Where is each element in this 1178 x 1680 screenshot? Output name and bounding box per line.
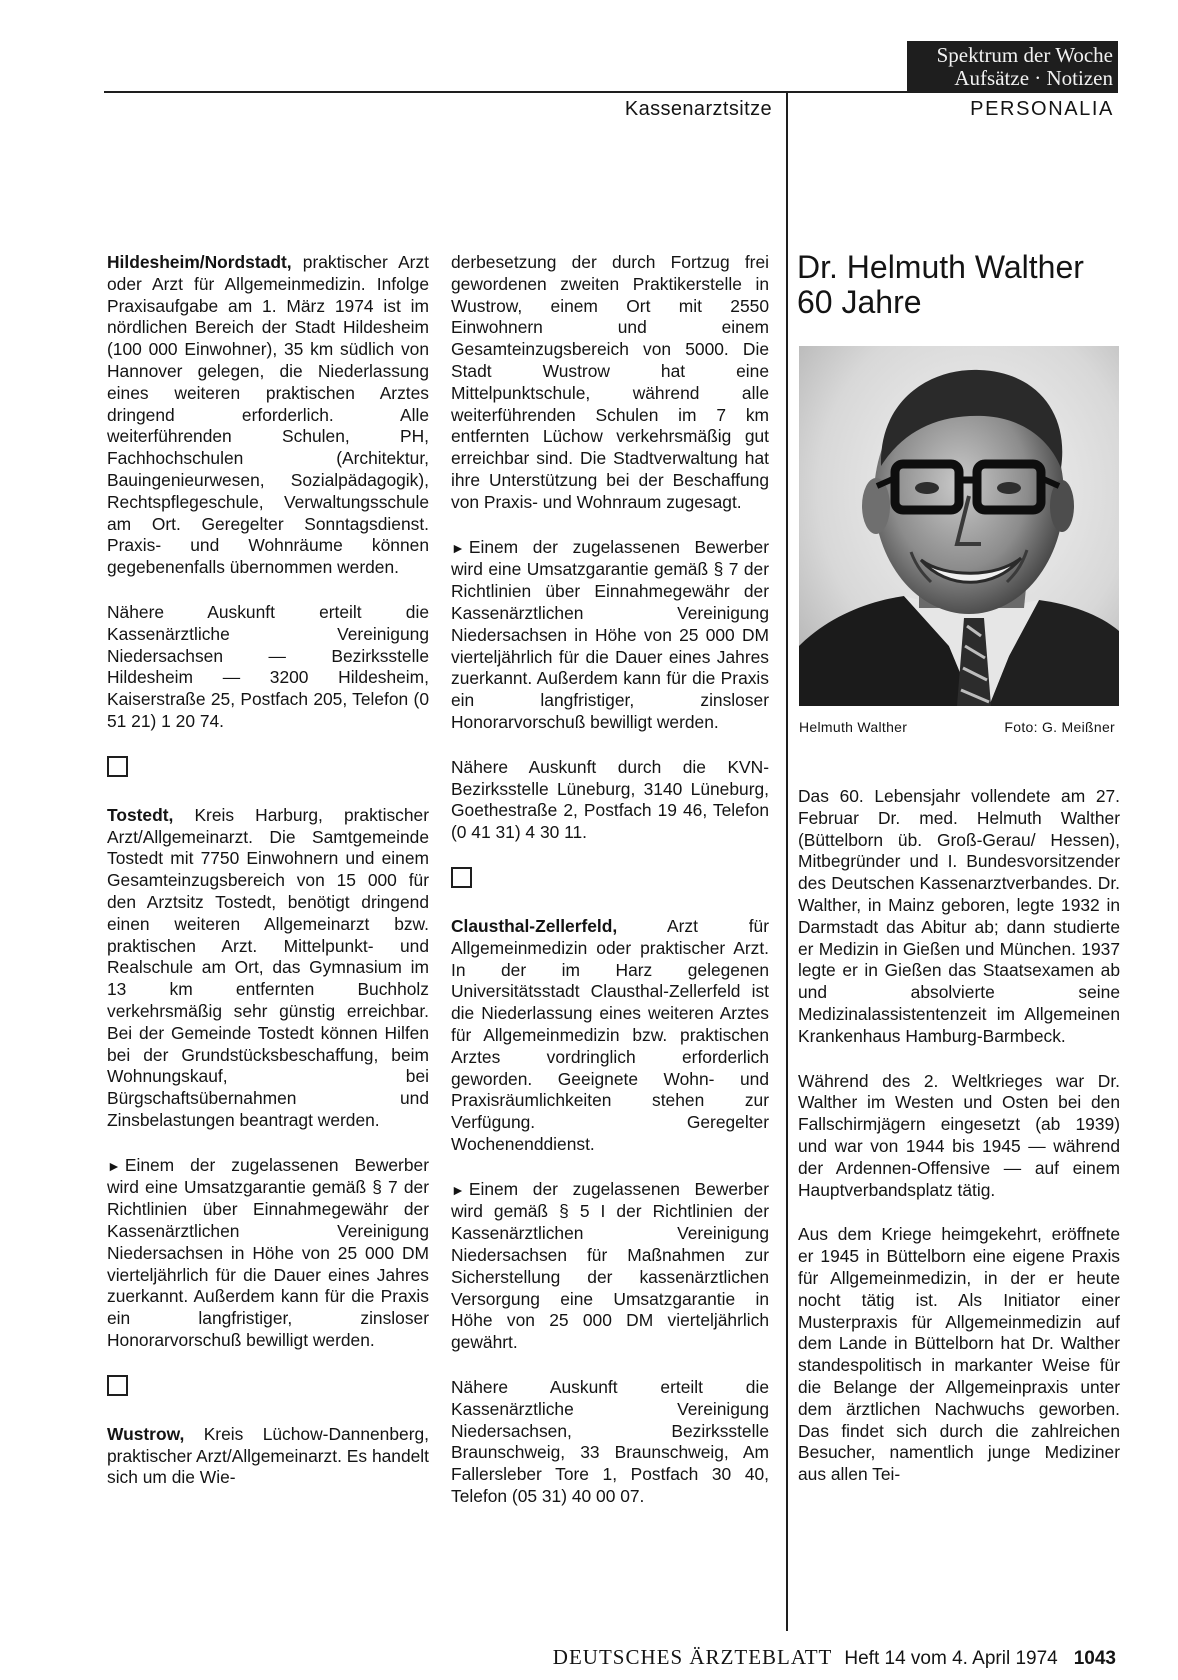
column-1: [107, 252, 429, 1512]
column-2: [451, 252, 769, 1531]
notice-text: praktischer Arzt oder Arzt für Allgemeinmedizin. Infolge Praxisaufgabe am 1. März 1974 ist im nördlichen Bereich der Stadt Hildesheim (100 000 Einwohner), 35 km südlich von Hannover gelegen, die Niederlassung eines weiteren praktischen Arztes dringend erforderlich. Alle weiterführenden Schulen, PH, Fachhochschulen (Architektur, Bauingenieurwesen, Sozialpädagogik), Rechtspflegeschule, Verwaltungsschule am Ort. Geregelter Sonntagsdienst. Praxis- und Wohnräume können gegebenenfalls übernommen werden.: [107, 252, 429, 578]
portrait-illustration: [799, 346, 1119, 706]
contact-paragraph: Nähere Auskunft durch die KVN-Bezirksstelle Lüneburg, 3140 Lüneburg, Goethestraße 2, Postfach 19 46, Telefon (0 41 31) 4 30 11.: [451, 756, 769, 843]
section-title-kassenarztsitze: Kassenarztsitze: [624, 98, 772, 120]
article-paragraph-2: Während des 2. Weltkrieges war Dr. Walther im Westen und Osten bei den Fallschirmjägern eingesetzt (ab 1939) und war von 1944 bis 1945 — während der Ardennen-Offensive — auf einem Hauptverbandsplatz tätig.: [798, 1070, 1120, 1200]
top-rule: [104, 91, 1118, 93]
notice-text: Arzt für Allgemeinmedizin oder praktischer Arzt. In der im Harz gelegenen Universitätsstadt Clausthal-Zellerfeld ist die Niederlassung eines weiteren Arztes für Allgemeinmedizin bzw. praktischen Arztes vordringlich erforderlich geworden. Geeignete Wohn- und Praxisräumlichkeiten stehen zur Verfügung. Geregelter Wochenenddienst.: [451, 915, 769, 1154]
kicker-line-2: Aufsätze · Notizen: [954, 66, 1113, 90]
photo-caption-name: Helmuth Walther: [799, 719, 908, 735]
location-name: Tostedt,: [107, 804, 174, 825]
article-paragraph-3: Aus dem Kriege heimgekehrt, eröffnete er 1945 in Büttelborn eine eigene Praxis für Allgemeinmedizin, in der er heute nocht tätig ist. Als Initiator einer Musterpraxis für Allgemeinmedizin auf dem Lande in Büttelborn hat Dr. Walther standespolitisch in markanter Weise für die Belange der Allgemeinpraxis unter dem ärztlichen Nachwuchs geworben. Das findet sich durch die zahlreichen Besucher, namentlich junge Mediziner aus allen Tei-: [798, 1224, 1120, 1485]
column-personalia: [798, 786, 1120, 1509]
triangle-bullet-icon: ►: [451, 1181, 465, 1198]
notice-tostedt: [107, 805, 429, 1132]
headline-line-2: 60 Jahre: [797, 284, 922, 320]
paragraph-text: Einem der zugelassenen Bewerber wird eine Umsatzgarantie gemäß § 7 der Richtlinien über Einnahmegewähr der Kassenärztlichen Vereinigung Niedersachsen in Höhe von 25 000 DM vierteljährlich für die Dauer eines Jahres zuerkannt. Außerdem kann für die Praxis ein langfristiger, zinsloser Honorarvorschuß bewilligt werden.: [451, 536, 769, 732]
location-name: Clausthal-Zellerfeld,: [451, 915, 618, 936]
triangle-bullet-icon: ►: [107, 1157, 121, 1174]
guarantee-paragraph: [451, 537, 769, 734]
section-title-personalia: PERSONALIA: [970, 98, 1114, 120]
notice-clausthal: [451, 916, 769, 1156]
notice-wustrow: [107, 1424, 429, 1489]
guarantee-paragraph: [451, 1179, 769, 1354]
headline-line-1: Dr. Helmuth Walther: [797, 249, 1084, 285]
notice-hildesheim: [107, 252, 429, 579]
separator-box-icon: [107, 756, 128, 777]
article-headline: [797, 250, 1127, 320]
issue-info: Heft 14 vom 4. April 1974: [844, 1648, 1058, 1669]
page-number: 1043: [1073, 1648, 1116, 1669]
guarantee-paragraph: [107, 1155, 429, 1352]
location-name: Wustrow,: [107, 1423, 185, 1444]
kicker-line-1: Spektrum der Woche: [936, 43, 1113, 67]
separator-box-icon: [107, 1375, 128, 1396]
notice-text: Kreis Harburg, praktischer Arzt/Allgemeinarzt. Die Samtgemeinde Tostedt mit 7750 Einwohnern und einem Gesamteinzugsbereich von 15 000 für den Arztsitz Tostedt, benötigt dringend einen weiteren Allgemeinarzt bzw. praktischen Arzt. Mittelpunkt- und Realschule am Ort, das Gymnasium im 13 km entfernten Buchholz verkehrsmäßig sehr günstig erreichbar. Bei der Gemeinde Tostedt können Hilfen bei der Grundstücksbeschaffung, beim Wohnungskauf, bei Bürgschaftsübernahmen und Zinsbelastungen beantragt werden.: [107, 804, 429, 1130]
notice-text: Kreis Lüchow-Dannenberg, praktischer Arzt/Allgemeinarzt. Es handelt sich um die Wie-: [107, 1423, 429, 1488]
journal-name: DEUTSCHES ÄRZTEBLATT: [552, 1645, 833, 1669]
page-footer: [553, 1645, 1116, 1670]
separator-box-icon: [451, 867, 472, 888]
contact-paragraph: Nähere Auskunft erteilt die Kassenärztliche Vereinigung Niedersachsen, Bezirksstelle Braunschweig, 33 Braunschweig, Am Fallersleber Tore 1, Postfach 30 40, Telefon (05 31) 40 00 07.: [451, 1377, 769, 1507]
column-divider: [786, 91, 788, 1631]
contact-paragraph: Nähere Auskunft erteilt die Kassenärztliche Vereinigung Niedersachsen — Bezirksstelle Hildesheim — 3200 Hildesheim, Kaiserstraße 25, Postfach 205, Telefon (0 51 21) 1 20 74.: [107, 601, 429, 731]
photo-credit: Foto: G. Meißner: [1004, 719, 1115, 735]
notice-continuation: derbesetzung der durch Fortzug frei gewordenen zweiten Praktikerstelle in Wustrow, einem Ort mit 2550 Einwohnern und einem Gesamteinzugsbereich von 5000. Die Stadt Wustrow hat eine Mittelpunktschule, während alle weiterführenden Schulen im 7 km entfernten Lüchow verkehrsmäßig gut erreichbar sind. Die Stadtverwaltung hat ihre Unterstützung bei der Beschaffung von Praxis- und Wohnraum zugesagt.: [451, 252, 769, 512]
portrait-photo: [799, 346, 1119, 706]
location-name: Hildesheim/Nordstadt,: [107, 252, 292, 272]
paragraph-text: Einem der zugelassenen Bewerber wird eine Umsatzgarantie gemäß § 7 der Richtlinien über Einnahmegewähr der Kassenärztlichen Vereinigung Niedersachsen in Höhe von 25 000 DM vierteljährlich für die Dauer eines Jahres zuerkannt. Außerdem kann für die Praxis ein langfristiger, zinsloser Honorarvorschuß bewilligt werden.: [107, 1154, 429, 1351]
paragraph-text: Einem der zugelassenen Bewerber wird gemäß § 5 I der Richtlinien der Kassenärztlichen Vereinigung Niedersachsen für Maßnahmen zur Sicherstellung der kassenärztlichen Versorgung eine Umsatzgarantie in Höhe von 25 000 DM vierteljährlich gewährt.: [451, 1178, 769, 1353]
article-paragraph-1: Das 60. Lebensjahr vollendete am 27. Februar Dr. med. Helmuth Walther (Büttelborn üb. Groß-Gerau/ Hessen), Mitbegründer und I. Bundesvorsitzender des Deutschen Kassenarztverbandes. Dr. Walther, in Mainz geboren, legte 1932 in Darmstadt das Abitur ab; dann studierte er Medizin in Gießen und München. 1937 legte er in Gießen das Staatsexamen ab und absolvierte seine Medizinalassistentenzeit im Allgemeinen Krankenhaus Hamburg-Barmbeck.: [798, 786, 1120, 1046]
section-kicker: [907, 41, 1118, 92]
triangle-bullet-icon: ►: [451, 539, 465, 556]
